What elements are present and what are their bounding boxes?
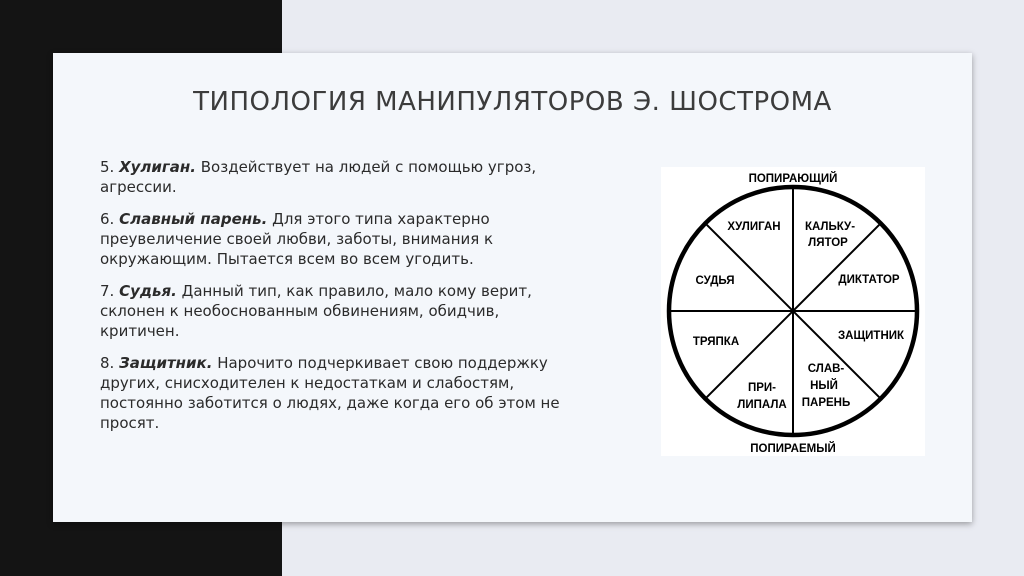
- slide-card: [53, 53, 972, 522]
- label-huligan: ХУЛИГАН: [727, 221, 781, 233]
- label-prilipala-1: ПРИ-: [747, 382, 777, 394]
- list-item-sudya: [100, 281, 578, 341]
- item-text: Нарочито подчеркивает свою поддержку других, снисходителен к недостаткам и слабостям, постоянно заботится о людях, даже когда его об этом не просят.: [100, 354, 560, 432]
- item-text: Для этого типа характерно преувеличение своей любви, заботы, внимания к окружающим. Пытается всем во всем угодить.: [100, 210, 494, 268]
- item-number: 8.: [100, 354, 115, 372]
- item-text: Данный тип, как правило, мало кому верит, склонен к необоснованным обвинениям, обидчив, критичен.: [100, 282, 532, 340]
- label-kalkulyator-2: ЛЯТОР: [808, 237, 848, 249]
- item-name: Судья.: [119, 282, 177, 300]
- label-tryapka: ТРЯПКА: [692, 336, 740, 348]
- label-popiraemy: ПОПИРАЕМЫЙ: [750, 443, 836, 455]
- manipulator-list: [100, 157, 578, 445]
- list-item-huligan: [100, 157, 578, 197]
- label-slavny-1: СЛАВ-: [807, 363, 845, 375]
- slide-title: ТИПОЛОГИЯ МАНИПУЛЯТОРОВ Э. ШОСТРОМА: [193, 87, 832, 117]
- item-name: Защитник.: [119, 354, 213, 372]
- label-prilipala-2: ЛИПАЛА: [737, 399, 787, 411]
- item-number: 5.: [100, 158, 115, 176]
- label-zashchitnik: ЗАЩИТНИК: [837, 330, 905, 342]
- list-item-zashchitnik: [100, 353, 578, 433]
- label-diktator: ДИКТАТОР: [838, 274, 900, 286]
- list-item-slavny-paren: [100, 209, 578, 269]
- item-name: Славный парень.: [119, 210, 268, 228]
- wheel-svg: [661, 167, 925, 456]
- item-text: Воздействует на людей с помощью угроз, агрессии.: [100, 158, 537, 196]
- label-kalkulyator-1: КАЛЬКУ-: [804, 221, 856, 233]
- label-popirayushchy: ПОПИРАЮЩИЙ: [748, 173, 838, 185]
- manipulator-wheel-diagram: [661, 167, 925, 456]
- label-slavny-3: ПАРЕНЬ: [801, 397, 851, 409]
- label-sudya: СУДЬЯ: [695, 275, 735, 287]
- label-slavny-2: НЫЙ: [810, 380, 838, 392]
- item-number: 6.: [100, 210, 115, 228]
- item-number: 7.: [100, 282, 115, 300]
- item-name: Хулиган.: [119, 158, 196, 176]
